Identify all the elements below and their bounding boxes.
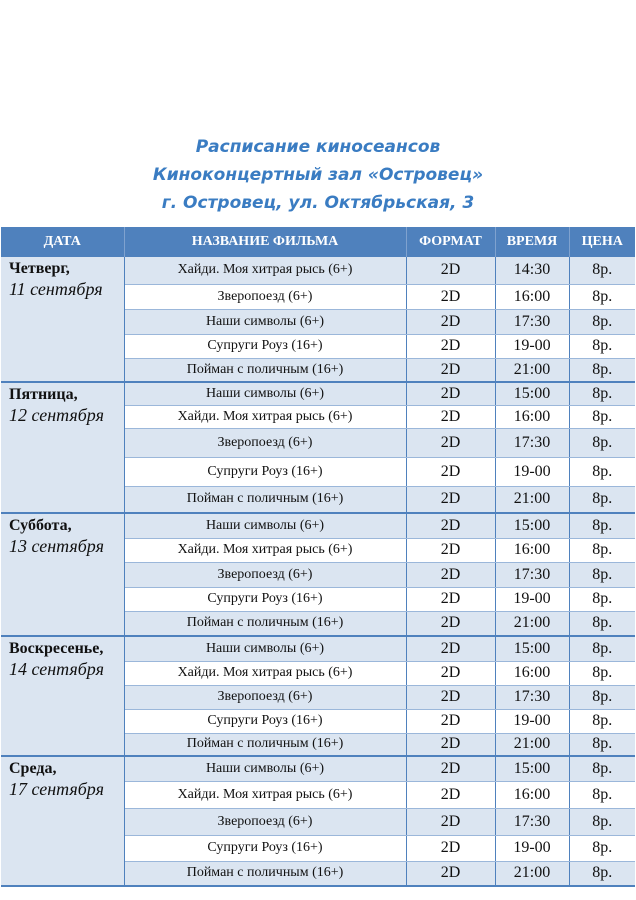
table-row	[1, 382, 635, 405]
time-cell: 15:00	[495, 513, 569, 538]
price-cell: 8р.	[569, 709, 635, 733]
price-cell: 8р.	[569, 309, 635, 334]
header-title: Расписание киносеансов	[195, 137, 441, 157]
date-label: 14 сентября	[9, 659, 104, 679]
format-cell: 2D	[406, 781, 495, 808]
movie-title-cell: Супруги Роуз (16+)	[124, 835, 406, 861]
price-cell: 8р.	[569, 457, 635, 486]
price-cell: 8р.	[569, 756, 635, 781]
format-cell: 2D	[406, 457, 495, 486]
format-cell: 2D	[406, 611, 495, 636]
format-cell: 2D	[406, 309, 495, 334]
price-cell: 8р.	[569, 257, 635, 284]
format-cell: 2D	[406, 538, 495, 562]
movie-title-cell: Наши символы (6+)	[124, 756, 406, 781]
price-cell: 8р.	[569, 733, 635, 756]
movie-title-cell: Хайди. Моя хитрая рысь (6+)	[124, 661, 406, 685]
time-cell: 16:00	[495, 538, 569, 562]
column-header-title: НАЗВАНИЕ ФИЛЬМА	[124, 227, 406, 257]
weekday-label: Суббота,	[9, 517, 72, 534]
weekday-label: Пятница,	[9, 386, 78, 403]
format-cell: 2D	[406, 733, 495, 756]
time-cell: 16:00	[495, 405, 569, 428]
movie-title-cell: Наши символы (6+)	[124, 636, 406, 661]
time-cell: 21:00	[495, 733, 569, 756]
format-cell: 2D	[406, 685, 495, 709]
format-cell: 2D	[406, 636, 495, 661]
price-cell: 8р.	[569, 835, 635, 861]
movie-title-cell: Наши символы (6+)	[124, 382, 406, 405]
time-cell: 19-00	[495, 457, 569, 486]
movie-title-cell: Наши символы (6+)	[124, 513, 406, 538]
time-cell: 19-00	[495, 835, 569, 861]
movie-title-cell: Супруги Роуз (16+)	[124, 709, 406, 733]
price-cell: 8р.	[569, 562, 635, 587]
day-date-cell	[1, 257, 124, 382]
movie-title-cell: Супруги Роуз (16+)	[124, 587, 406, 611]
movie-title-cell: Пойман с поличным (16+)	[124, 611, 406, 636]
movie-title-cell: Пойман с поличным (16+)	[124, 358, 406, 382]
time-cell: 16:00	[495, 661, 569, 685]
format-cell: 2D	[406, 587, 495, 611]
time-cell: 21:00	[495, 611, 569, 636]
time-cell: 15:00	[495, 756, 569, 781]
time-cell: 21:00	[495, 358, 569, 382]
day-date-cell	[1, 756, 124, 886]
table-row	[1, 257, 635, 284]
movie-title-cell: Зверопоезд (6+)	[124, 428, 406, 457]
date-label: 17 сентября	[9, 779, 104, 799]
time-cell: 17:30	[495, 685, 569, 709]
day-date-cell	[1, 636, 124, 756]
movie-title-cell: Супруги Роуз (16+)	[124, 334, 406, 358]
price-cell: 8р.	[569, 587, 635, 611]
time-cell: 17:30	[495, 808, 569, 835]
weekday-label: Среда,	[9, 760, 57, 777]
price-cell: 8р.	[569, 382, 635, 405]
movie-title-cell: Супруги Роуз (16+)	[124, 457, 406, 486]
time-cell: 16:00	[495, 781, 569, 808]
price-cell: 8р.	[569, 685, 635, 709]
movie-title-cell: Пойман с поличным (16+)	[124, 733, 406, 756]
price-cell: 8р.	[569, 661, 635, 685]
format-cell: 2D	[406, 861, 495, 886]
day-date-cell	[1, 382, 124, 513]
price-cell: 8р.	[569, 428, 635, 457]
time-cell: 19-00	[495, 334, 569, 358]
movie-title-cell: Зверопоезд (6+)	[124, 808, 406, 835]
schedule-table	[1, 227, 635, 887]
movie-title-cell: Зверопоезд (6+)	[124, 284, 406, 309]
weekday-label: Воскресенье,	[9, 640, 104, 657]
movie-title-cell: Пойман с поличным (16+)	[124, 861, 406, 886]
price-cell: 8р.	[569, 861, 635, 886]
weekday-label: Четверг,	[9, 260, 70, 277]
price-cell: 8р.	[569, 513, 635, 538]
format-cell: 2D	[406, 428, 495, 457]
header-venue: Киноконцертный зал «Островец»	[152, 165, 484, 185]
table-header-row	[1, 227, 635, 257]
price-cell: 8р.	[569, 781, 635, 808]
time-cell: 21:00	[495, 861, 569, 886]
date-label: 11 сентября	[9, 279, 103, 299]
movie-title-cell: Наши символы (6+)	[124, 309, 406, 334]
format-cell: 2D	[406, 562, 495, 587]
movie-title-cell: Хайди. Моя хитрая рысь (6+)	[124, 538, 406, 562]
time-cell: 21:00	[495, 486, 569, 513]
movie-title-cell: Хайди. Моя хитрая рысь (6+)	[124, 781, 406, 808]
format-cell: 2D	[406, 284, 495, 309]
header-address: г. Островец, ул. Октябрьская, 3	[161, 193, 475, 213]
time-cell: 16:00	[495, 284, 569, 309]
movie-title-cell: Пойман с поличным (16+)	[124, 486, 406, 513]
format-cell: 2D	[406, 808, 495, 835]
movie-title-cell: Зверопоезд (6+)	[124, 562, 406, 587]
price-cell: 8р.	[569, 284, 635, 309]
time-cell: 17:30	[495, 428, 569, 457]
time-cell: 15:00	[495, 382, 569, 405]
time-cell: 19-00	[495, 709, 569, 733]
format-cell: 2D	[406, 405, 495, 428]
format-cell: 2D	[406, 358, 495, 382]
price-cell: 8р.	[569, 358, 635, 382]
column-header-time: ВРЕМЯ	[495, 227, 569, 257]
time-cell: 15:00	[495, 636, 569, 661]
price-cell: 8р.	[569, 611, 635, 636]
price-cell: 8р.	[569, 808, 635, 835]
table-row	[1, 636, 635, 661]
schedule-body	[1, 257, 635, 886]
format-cell: 2D	[406, 835, 495, 861]
price-cell: 8р.	[569, 538, 635, 562]
movie-title-cell: Хайди. Моя хитрая рысь (6+)	[124, 405, 406, 428]
price-cell: 8р.	[569, 636, 635, 661]
format-cell: 2D	[406, 709, 495, 733]
price-cell: 8р.	[569, 334, 635, 358]
day-date-cell	[1, 513, 124, 636]
column-header-format: ФОРМАТ	[406, 227, 495, 257]
date-label: 13 сентября	[9, 536, 104, 556]
format-cell: 2D	[406, 334, 495, 358]
table-row	[1, 756, 635, 781]
column-header-price: ЦЕНА	[569, 227, 635, 257]
time-cell: 17:30	[495, 562, 569, 587]
price-cell: 8р.	[569, 486, 635, 513]
format-cell: 2D	[406, 661, 495, 685]
price-cell: 8р.	[569, 405, 635, 428]
table-row	[1, 513, 635, 538]
movie-title-cell: Хайди. Моя хитрая рысь (6+)	[124, 257, 406, 284]
format-cell: 2D	[406, 756, 495, 781]
column-header-date: ДАТА	[1, 227, 124, 257]
format-cell: 2D	[406, 382, 495, 405]
time-cell: 17:30	[495, 309, 569, 334]
format-cell: 2D	[406, 486, 495, 513]
schedule-header	[0, 133, 636, 217]
time-cell: 19-00	[495, 587, 569, 611]
date-label: 12 сентября	[9, 405, 104, 425]
format-cell: 2D	[406, 257, 495, 284]
movie-title-cell: Зверопоезд (6+)	[124, 685, 406, 709]
format-cell: 2D	[406, 513, 495, 538]
time-cell: 14:30	[495, 257, 569, 284]
